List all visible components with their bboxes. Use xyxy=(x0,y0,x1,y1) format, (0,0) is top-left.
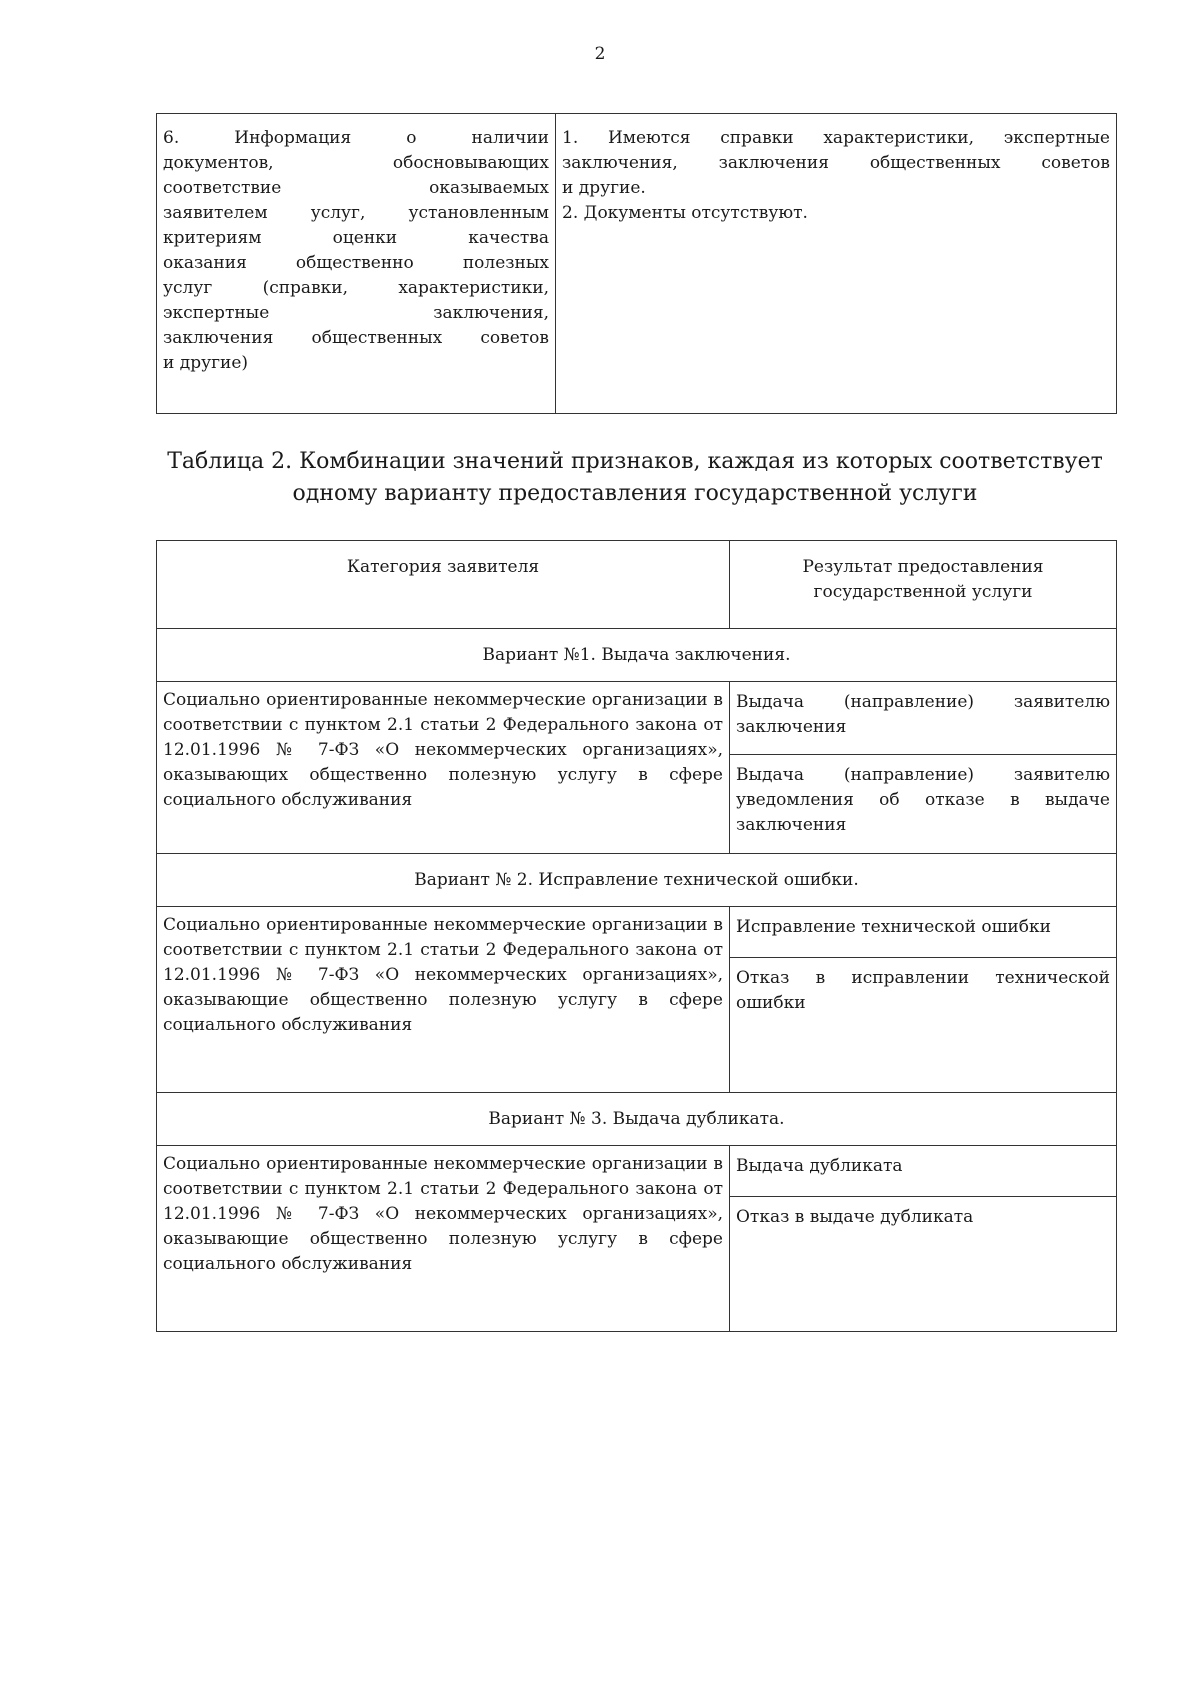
applicant-category: Социально ориентированные некоммерческие организации в соответствии с пунктом 2.1 статьи 2 Федерального закона от 12.01.1996 № 7-ФЗ «О некоммерческих организациях», оказывающие общественно полезную услугу в сфере социального обслуживания xyxy=(157,1146,730,1332)
criterion-line: заявителем услуг, установленным xyxy=(163,203,549,223)
variant-title-row xyxy=(157,629,1117,682)
value-line: 2. Документы отсутствуют. xyxy=(562,203,808,223)
header-result-line: государственной услуги xyxy=(813,582,1033,602)
variant-title: Вариант № 2. Исправление технической ошибки. xyxy=(157,854,1117,907)
criterion-line: и другие) xyxy=(163,353,249,373)
table-row xyxy=(157,907,1117,958)
criterion-values-cell xyxy=(556,114,1117,414)
variant-title-row xyxy=(157,1093,1117,1146)
result-cell: Исправление технической ошибки xyxy=(730,907,1117,958)
applicant-category: Социально ориентированные некоммерческие организации в соответствии с пунктом 2.1 статьи 2 Федерального закона от 12.01.1996 № 7-ФЗ «О некоммерческих организациях», оказывающие общественно полезную услугу в сфере социального обслуживания xyxy=(157,907,730,1093)
header-result xyxy=(730,541,1117,629)
variant-title: Вариант №1. Выдача заключения. xyxy=(157,629,1117,682)
criterion-line: 6. Информация о наличии xyxy=(163,128,549,148)
value-line: и другие. xyxy=(562,178,646,198)
criterion-cell xyxy=(157,114,556,414)
variant-title-row xyxy=(157,854,1117,907)
criterion-line: услуг (справки, характеристики, xyxy=(163,278,549,298)
table-header-row xyxy=(157,541,1117,629)
table2-title-line: одному варианту предоставления государственной услуги xyxy=(292,481,978,506)
value-line: 1. Имеются справки характеристики, экспертные xyxy=(562,128,1110,148)
value-line: заключения, заключения общественных советов xyxy=(562,153,1110,173)
header-category: Категория заявителя xyxy=(157,541,730,629)
table2-title xyxy=(150,446,1120,510)
criteria-table xyxy=(156,113,1117,414)
variants-table xyxy=(156,540,1117,1332)
criterion-line: заключения общественных советов xyxy=(163,328,549,348)
criterion-line: документов, обосновывающих xyxy=(163,153,549,173)
criterion-line: соответствие оказываемых xyxy=(163,178,549,198)
criterion-line: экспертные заключения, xyxy=(163,303,549,323)
criterion-line: оказания общественно полезных xyxy=(163,253,549,273)
result-cell: Выдача дубликата xyxy=(730,1146,1117,1197)
applicant-category: Социально ориентированные некоммерческие организации в соответствии с пунктом 2.1 статьи 2 Федерального закона от 12.01.1996 № 7-ФЗ «О некоммерческих организациях», оказывающих общественно полезную услугу в сфере социального обслуживания xyxy=(157,682,730,854)
table2-title-line: Таблица 2. Комбинации значений признаков, каждая из которых соответствует xyxy=(167,449,1103,474)
result-cell: Отказ в исправлении технической ошибки xyxy=(730,958,1117,1093)
table-row xyxy=(157,1146,1117,1197)
table-row xyxy=(157,114,1117,414)
result-cell: Выдача (направление) заявителю заключения xyxy=(730,682,1117,755)
result-cell: Выдача (направление) заявителю уведомления об отказе в выдаче заключения xyxy=(730,755,1117,854)
criterion-line: критериям оценки качества xyxy=(163,228,549,248)
table-row xyxy=(157,682,1117,755)
header-result-line: Результат предоставления xyxy=(802,557,1044,577)
result-cell: Отказ в выдаче дубликата xyxy=(730,1197,1117,1332)
page-number: 2 xyxy=(594,44,606,64)
variant-title: Вариант № 3. Выдача дубликата. xyxy=(157,1093,1117,1146)
